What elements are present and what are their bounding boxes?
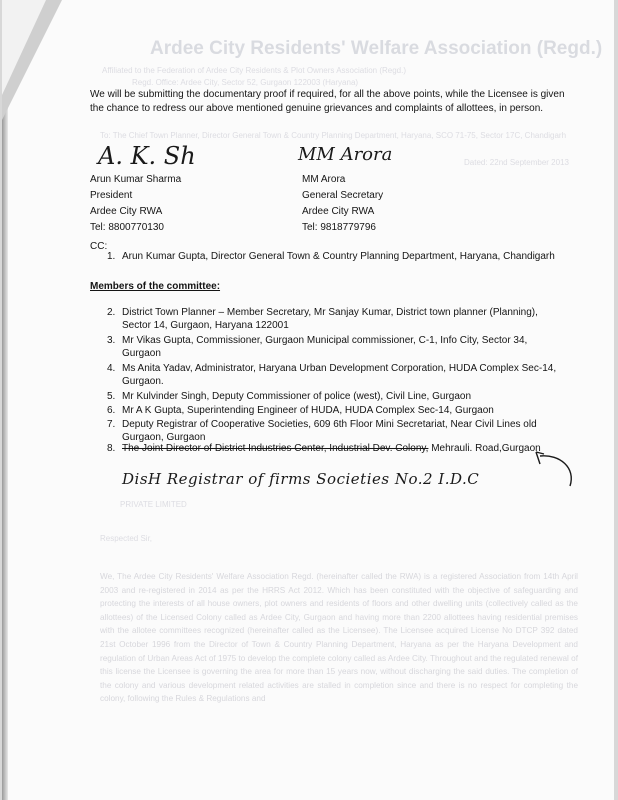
member-number: 4.: [107, 363, 116, 374]
member-item: [107, 306, 567, 332]
cc-item-number: 1.: [107, 251, 116, 262]
member-text: Mr A K Gupta, Superintending Engineer of HUDA, HUDA Complex Sec-14, Gurgaon: [122, 405, 494, 416]
intro-paragraph: We will be submitting the documentary proof if required, for all the above points, while the Licensee is given the chance to redress our above mentioned genuine grievances and complaints of allottees, in person.: [90, 89, 565, 114]
secretary-title: General Secretary: [302, 190, 384, 201]
secretary-phone: Tel: 9818779796: [302, 222, 376, 233]
document-page: [2, 0, 614, 800]
page-edge-shadow: [2, 0, 8, 800]
president-org: Ardee City RWA: [90, 206, 163, 217]
cc-item-1: [107, 250, 567, 263]
folded-corner: [2, 0, 62, 120]
ghost-company: PRIVATE LIMITED: [120, 500, 187, 509]
cc-label: CC:: [90, 241, 108, 252]
member-text: Mr Vikas Gupta, Commissioner, Gurgaon Municipal commissioner, C-1, Info City, Sector 34, Gurgaon: [122, 335, 528, 359]
president-signature: A. K. Sh: [98, 142, 196, 170]
ghost-salutation: Respected Sir,: [100, 534, 153, 543]
member-text: Mr Kulvinder Singh, Deputy Commissioner of police (west), Civil Line, Gurgaon: [122, 391, 472, 402]
member-number: 8.: [107, 443, 116, 454]
ghost-date: Dated: 22nd September 2013: [464, 158, 569, 167]
ghost-recipient: To: The Chief Town Planner, Director General Town & Country Planning Department, Haryana, SCO 71-75, Sector 17C, Chandigarh: [100, 131, 567, 140]
member-number: 6.: [107, 405, 116, 416]
member-item-8: [107, 442, 567, 455]
members-heading: Members of the committee:: [90, 281, 221, 292]
secretary-org: Ardee City RWA: [302, 206, 375, 217]
member-number: 5.: [107, 391, 116, 402]
cc-item-text: Arun Kumar Gupta, Director General Town & Country Planning Department, Haryana, Chandigarh: [122, 251, 555, 262]
ghost-subtitle-1: Affiliated to the Federation of Ardee City Residents & Plot Owners Association (Regd.): [102, 66, 407, 75]
secretary-name: MM Arora: [302, 174, 346, 185]
president-name: Arun Kumar Sharma: [90, 174, 182, 185]
member-text: Deputy Registrar of Cooperative Societies, 609 6th Floor Mini Secretariat, Near Civil Lines old Gurgaon, Gurgaon: [122, 419, 537, 443]
member-number: 7.: [107, 419, 116, 430]
handwritten-arrow-icon: [530, 448, 580, 496]
member-item: [107, 334, 567, 360]
member-text: Mehrauli. Road,Gurgaon: [428, 443, 541, 454]
member-item: [107, 362, 567, 388]
handwritten-note: DisH Registrar of firms Societies No.2 I.D.C: [122, 470, 480, 488]
member-text: District Town Planner – Member Secretary, Mr Sanjay Kumar, District town planner (Planning), Sector 14, Gurgaon, Haryana 122001: [122, 307, 538, 331]
ghost-org-title: Ardee City Residents' Welfare Association (Regd.): [150, 38, 603, 59]
member-item: [107, 390, 567, 403]
member-number: 3.: [107, 335, 116, 346]
ghost-body: We, The Ardee City Residents' Welfare Association Regd. (hereinafter called the RWA) is a registered Association from 14th April 2003 and re-registered in 2014 as per the HRRS Act 2012. Which has been constituted with the objective of safeguarding and protecting the interests of all house owners, plot owners and residents of floors and other dwelling units (collectively called as the allottees) of the Licensed Colony called as Ardee City, Gurgaon and having more than 2200 allottees having residential premises with the allotee committees recognized (hereinafter called as the Licensee). The Licensee acquired License No DTCP 392 dated 21st October 1996 from the Director of Town & Country Planning Department, Haryana as per the Haryana Development and regulation of Urban Areas Act of 1975 to develop the complete colony called as Ardee City. Throughout and the regulated renewal of this license the Licensee is governing the area for more than 15 years now, without discharging the said duties. The completion of the colony and various development related activities are stalled in completion since and there is no respect for completing the colony, following the Rules & Regulations and: [100, 572, 578, 704]
member-item: [107, 404, 567, 417]
struck-text: The Joint Director of District Industries Center, Industrial Dev. Colony,: [122, 443, 429, 454]
member-number: 2.: [107, 307, 116, 318]
president-title: President: [90, 190, 133, 201]
president-phone: Tel: 8800770130: [90, 222, 164, 233]
ghost-subtitle-2: Regd. Office: Ardee City, Sector 52, Gurgaon 122003 (Haryana): [132, 78, 359, 87]
member-item: [107, 418, 567, 444]
member-text: Ms Anita Yadav, Administrator, Haryana Urban Development Corporation, HUDA Complex Sec-14, Gurgaon.: [122, 363, 557, 387]
secretary-signature: MM Arora: [298, 144, 393, 165]
